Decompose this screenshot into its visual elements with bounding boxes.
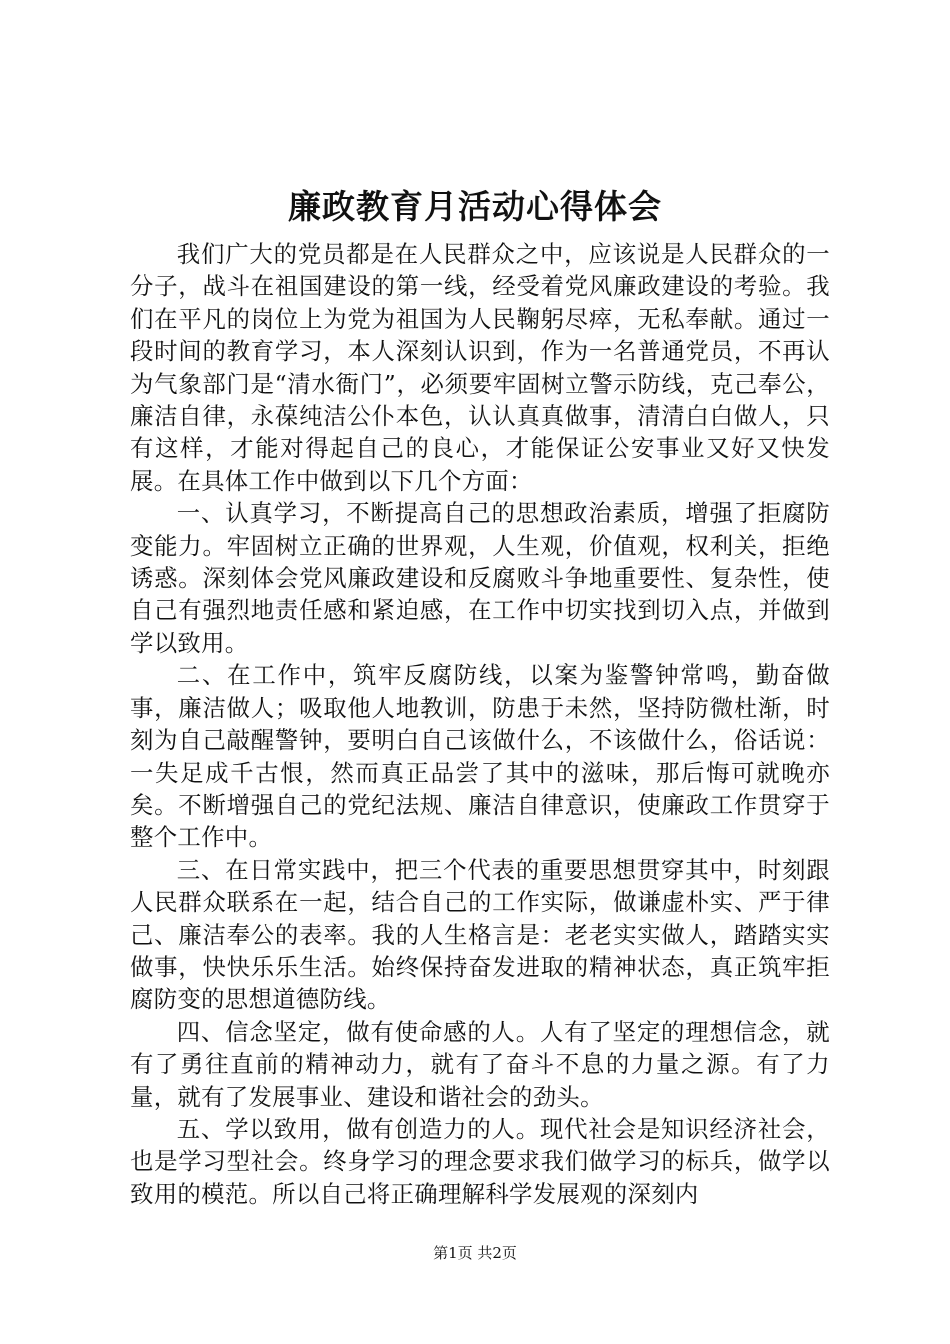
paragraph-intro: 我们广大的党员都是在人民群众之中，应该说是人民群众的一分子，战斗在祖国建设的第一线，经受着党风廉政建设的考验。我们在平凡的岗位上为党为祖国为人民鞠躬尽瘁，无私奉献。通过一段时间的教育学习，本人深刻认识到，作为一名普通党员，不再认为气象部门是“清水衙门”，必须要牢固树立警示防线，克己奉公，廉洁自律，永葆纯洁公仆本色，认认真真做事，清清白白做人，只有这样，才能对得起自己的良心，才能保证公安事业又好又快发展。在具体工作中做到以下几个方面：: [130, 240, 830, 495]
paragraph-point-4: 四、信念坚定，做有使命感的人。人有了坚定的理想信念，就有了勇往直前的精神动力，就有了奋斗不息的力量之源。有了力量，就有了发展事业、建设和谐社会的劲头。: [130, 1017, 830, 1111]
paragraph-point-1: 一、认真学习，不断提高自己的思想政治素质，增强了拒腐防变能力。牢固树立正确的世界观，人生观，价值观，权利关，拒绝诱惑。深刻体会党风廉政建设和反腐败斗争地重要性、复杂性，使自己有强烈地责任感和紧迫感，在工作中切实找到切入点，并做到学以致用。: [130, 499, 830, 657]
page-footer: 第1页 共2页: [433, 1244, 517, 1262]
document-title: 廉政教育月活动心得体会: [288, 187, 662, 226]
document-body: [130, 238, 830, 1210]
paragraph-point-2: 二、在工作中，筑牢反腐防线，以案为鉴警钟常鸣，勤奋做事，廉洁做人；吸取他人地教训，防患于未然，坚持防微杜渐，时刻为自己敲醒警钟，要明白自己该做什么，不该做什么，俗话说：一失足成千古恨，然而真正品尝了其中的滋味，那后悔可就晚亦矣。不断增强自己的党纪法规、廉洁自律意识，使廉政工作贯穿于整个工作中。: [130, 661, 830, 852]
paragraph-point-5: 五、学以致用，做有创造力的人。现代社会是知识经济社会，也是学习型社会。终身学习的理念要求我们做学习的标兵，做学以致用的模范。所以自己将正确理解科学发展观的深刻内: [130, 1114, 830, 1208]
paragraph-point-3: 三、在日常实践中，把三个代表的重要思想贯穿其中，时刻跟人民群众联系在一起，结合自己的工作实际，做谦虚朴实、严于律己、廉洁奉公的表率。我的人生格言是：老老实实做人，踏踏实实做事，快快乐乐生活。始终保持奋发进取的精神状态，真正筑牢拒腐防变的思想道德防线。: [130, 855, 830, 1014]
